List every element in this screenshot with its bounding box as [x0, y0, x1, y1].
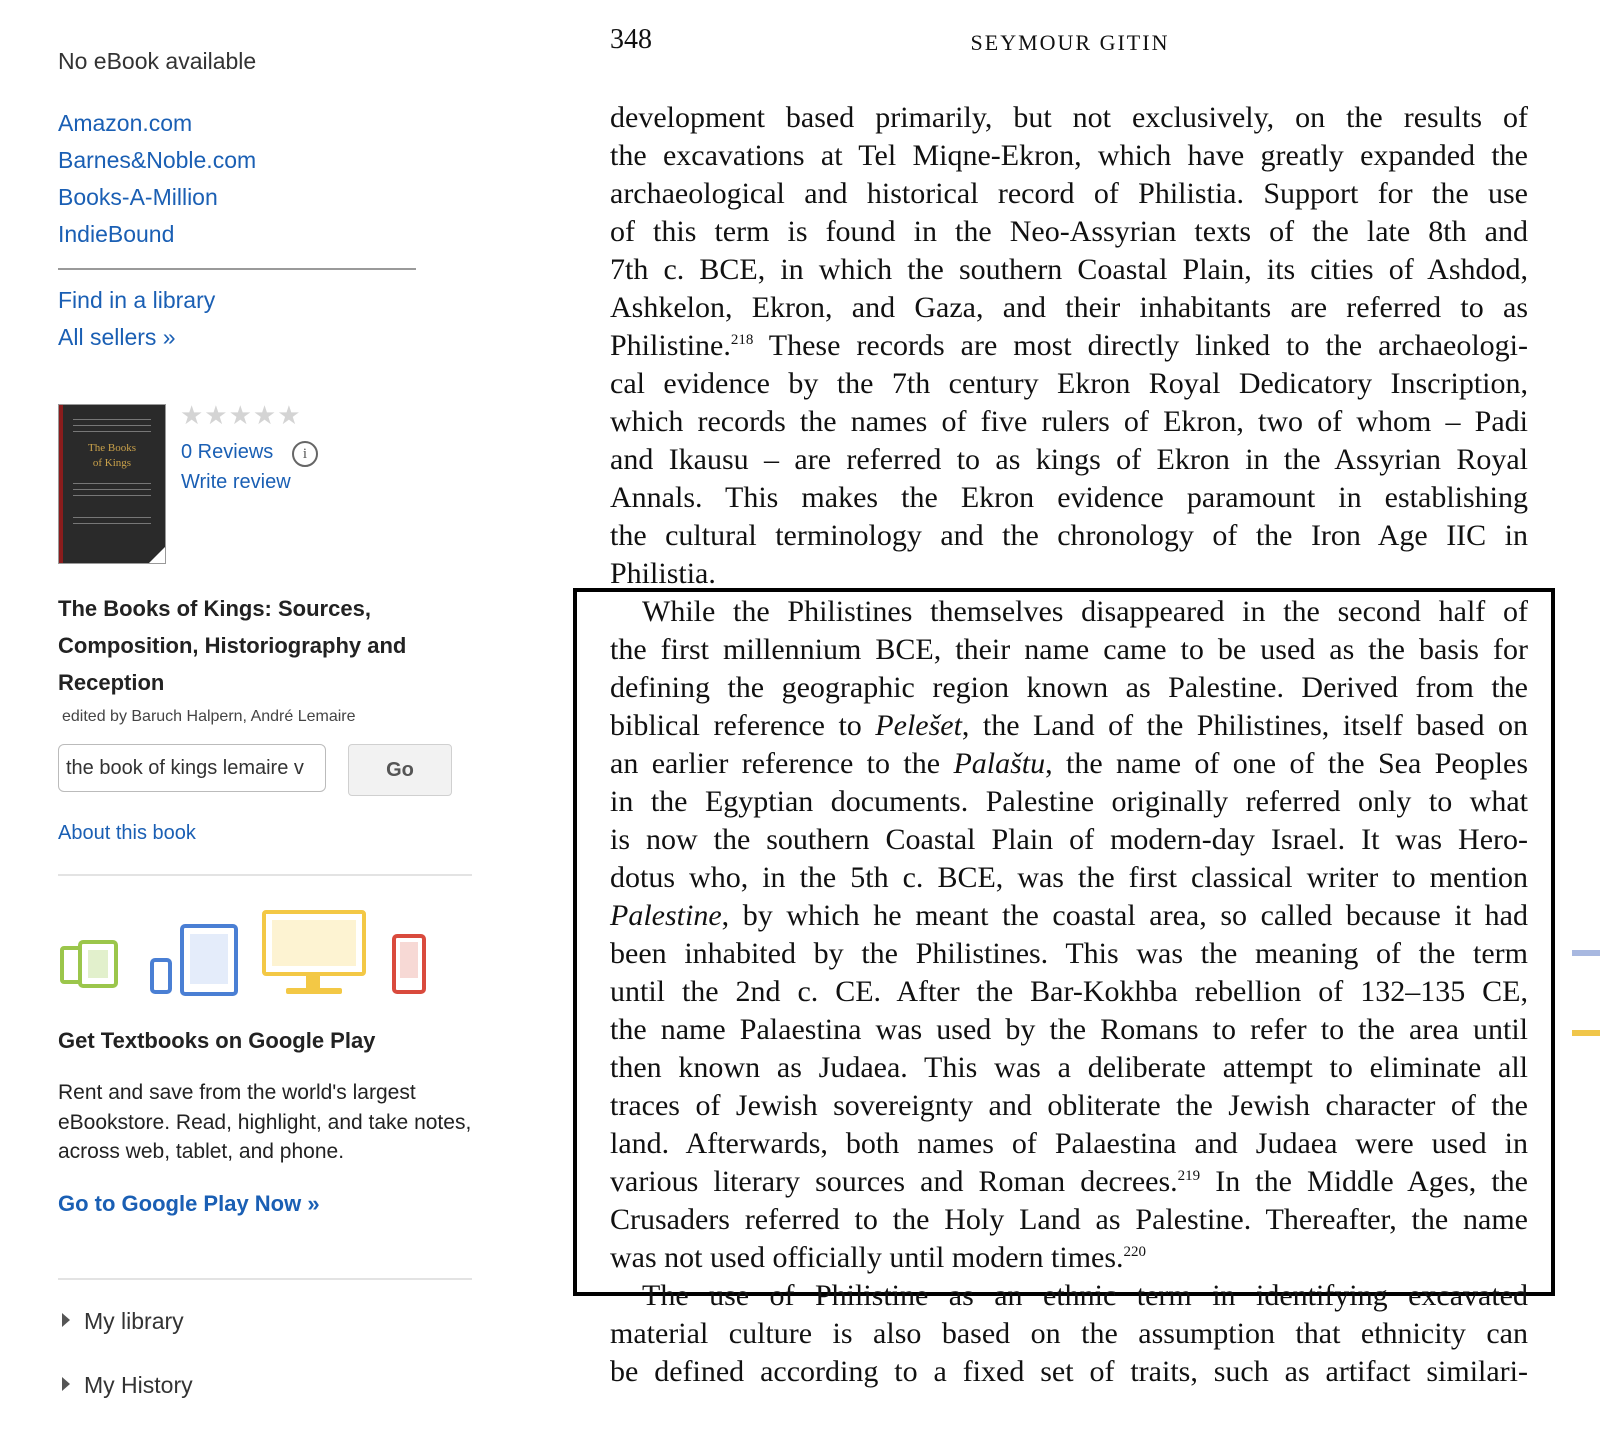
- boxed-text-line: in the Egyptian documents. Palestine originally referred only to what: [610, 785, 1528, 818]
- text-line: archaeological and historical record of Philistia. Support for the use: [610, 177, 1528, 210]
- cover-spine: [59, 405, 63, 563]
- boxed-text-line: biblical reference to Pelešet, the Land of the Philistines, itself based on: [610, 709, 1528, 742]
- boxed-text-line: Palestine, by which he meant the coastal area, so called because it had: [610, 899, 1528, 932]
- boxed-text-line: While the Philistines themselves disappeared in the second half of: [642, 595, 1528, 628]
- boxed-text-line: various literary sources and Roman decrees.$^{219}$ In the Middle Ages, the: [610, 1165, 1528, 1198]
- book-cover-thumbnail[interactable]: [58, 404, 166, 564]
- info-icon[interactable]: i: [292, 441, 318, 467]
- boxed-text-line: Crusaders referred to the Holy Land as Palestine. Thereafter, the name: [610, 1203, 1528, 1236]
- divider: [58, 268, 416, 270]
- nav-my-library[interactable]: My library: [62, 1308, 184, 1335]
- seller-link-barnes-noble[interactable]: Barnes&Noble.com: [58, 147, 257, 173]
- text-line: which records the names of five rulers of Ekron, two of whom – Padi: [610, 405, 1528, 438]
- book-editors: edited by Baruch Halpern, André Lemaire: [62, 708, 356, 725]
- nav-my-history[interactable]: My History: [62, 1372, 193, 1399]
- text-line: of this term is found in the Neo-Assyrian texts of the late 8th and: [610, 215, 1528, 248]
- promo-description: Rent and save from the world's largest eBookstore. Read, highlight, and take notes, across web, tablet, and phone.: [58, 1081, 472, 1163]
- ebook-status: No eBook available: [58, 48, 257, 74]
- footnote-ref: 218: [730, 332, 754, 348]
- boxed-text-line: defining the geographic region known as Palestine. Derived from the: [610, 671, 1528, 704]
- triangle-right-icon: [62, 1377, 70, 1391]
- boxed-text-line: traces of Jewish sovereignty and obliterate the Jewish character of the: [610, 1089, 1528, 1122]
- search-in-book-input[interactable]: [58, 744, 326, 792]
- cover-title: The Books of Kings: [88, 442, 136, 469]
- find-in-library-link[interactable]: Find in a library: [58, 287, 216, 313]
- rating-stars: ★★★★★: [180, 400, 302, 430]
- tablet-blue-icon: [182, 926, 236, 994]
- triangle-right-icon: [62, 1313, 70, 1327]
- text-line: 7th c. BCE, in which the southern Coastal Plain, its cities of Ashdod,: [610, 253, 1528, 286]
- text-line: Philistine.$^{218}$ These records are most directly linked to the archaeologi-: [610, 329, 1528, 362]
- phone-green-icon: [62, 942, 116, 986]
- divider: [58, 874, 472, 876]
- reviews-link[interactable]: 0 Reviews: [181, 441, 274, 463]
- all-sellers-link[interactable]: All sellers »: [58, 324, 176, 350]
- divider: [58, 1278, 472, 1280]
- boxed-text-line: is now the southern Coastal Plain of modern-day Israel. It was Hero-: [610, 823, 1528, 856]
- text-line: cal evidence by the 7th century Ekron Royal Dedicatory Inscription,: [610, 367, 1528, 400]
- boxed-text-line: land. Afterwards, both names of Palaestina and Judaea were used in: [610, 1127, 1528, 1160]
- boxed-text-line: an earlier reference to the Palaštu, the name of one of the Sea Peoples: [610, 747, 1528, 780]
- text-line: the excavations at Tel Miqne-Ekron, which have greatly expanded the: [610, 139, 1528, 172]
- promo-title: Get Textbooks on Google Play: [58, 1028, 376, 1053]
- seller-link-books-a-million[interactable]: Books-A-Million: [58, 184, 218, 210]
- boxed-text-line: was not used officially until modern times.$^{220}$: [610, 1241, 1147, 1274]
- text-line: material culture is also based on the assumption that ethnicity can: [610, 1317, 1528, 1350]
- text-line: Annals. This makes the Ekron evidence paramount in establishing: [610, 481, 1528, 514]
- ereader-red-icon: [394, 936, 424, 992]
- boxed-text-line: the name Palaestina was used by the Romans to refer to the area until: [610, 1013, 1528, 1046]
- boxed-text-line: dotus who, in the 5th c. BCE, was the first classical writer to mention: [610, 861, 1528, 894]
- go-button[interactable]: Go: [348, 744, 452, 796]
- boxed-text-line: been inhabited by the Philistines. This was the meaning of the term: [610, 937, 1528, 970]
- book-title: The Books of Kings: Sources, Composition, Historiography and Reception: [58, 596, 407, 695]
- page-curl-icon: [149, 547, 165, 563]
- boxed-text-line: then known as Judaea. This was a deliberate attempt to eliminate all: [610, 1051, 1528, 1084]
- text-line: Philistia.: [610, 557, 716, 590]
- phone-blue-icon: [152, 960, 170, 992]
- seller-link-amazon[interactable]: Amazon.com: [58, 110, 193, 136]
- text-line: development based primarily, but not exclusively, on the results of: [610, 101, 1528, 134]
- about-this-book-link[interactable]: About this book: [58, 822, 196, 844]
- page-number: 348: [610, 24, 652, 55]
- running-head: SEYMOUR GITIN: [970, 30, 1170, 55]
- footnote-ref: 220: [1123, 1244, 1147, 1260]
- devices-illustration: [58, 906, 438, 998]
- boxed-text-line: until the 2nd c. CE. After the Bar-Kokhba rebellion of 132–135 CE,: [610, 975, 1528, 1008]
- write-review-link[interactable]: Write review: [181, 471, 291, 493]
- text-line: and Ikausu – are referred to as kings of Ekron in the Assyrian Royal: [610, 443, 1528, 476]
- text-line: the cultural terminology and the chronology of the Iron Age IIC in: [610, 519, 1528, 552]
- text-line: be defined according to a fixed set of traits, such as artifact similari-: [610, 1355, 1528, 1388]
- seller-link-indiebound[interactable]: IndieBound: [58, 221, 175, 247]
- monitor-yellow-icon: [264, 912, 364, 994]
- text-line: Ashkelon, Ekron, and Gaza, and their inhabitants are referred to as: [610, 291, 1528, 324]
- footnote-ref: 219: [1177, 1168, 1201, 1184]
- text-line: The use of Philistine as an ethnic term in identifying excavated: [642, 1279, 1528, 1312]
- scroll-marker: [1572, 1030, 1600, 1036]
- scroll-marker: [1572, 950, 1600, 956]
- boxed-text-line: the first millennium BCE, their name came to be used as the basis for: [610, 633, 1528, 666]
- google-play-link[interactable]: Go to Google Play Now »: [58, 1191, 320, 1216]
